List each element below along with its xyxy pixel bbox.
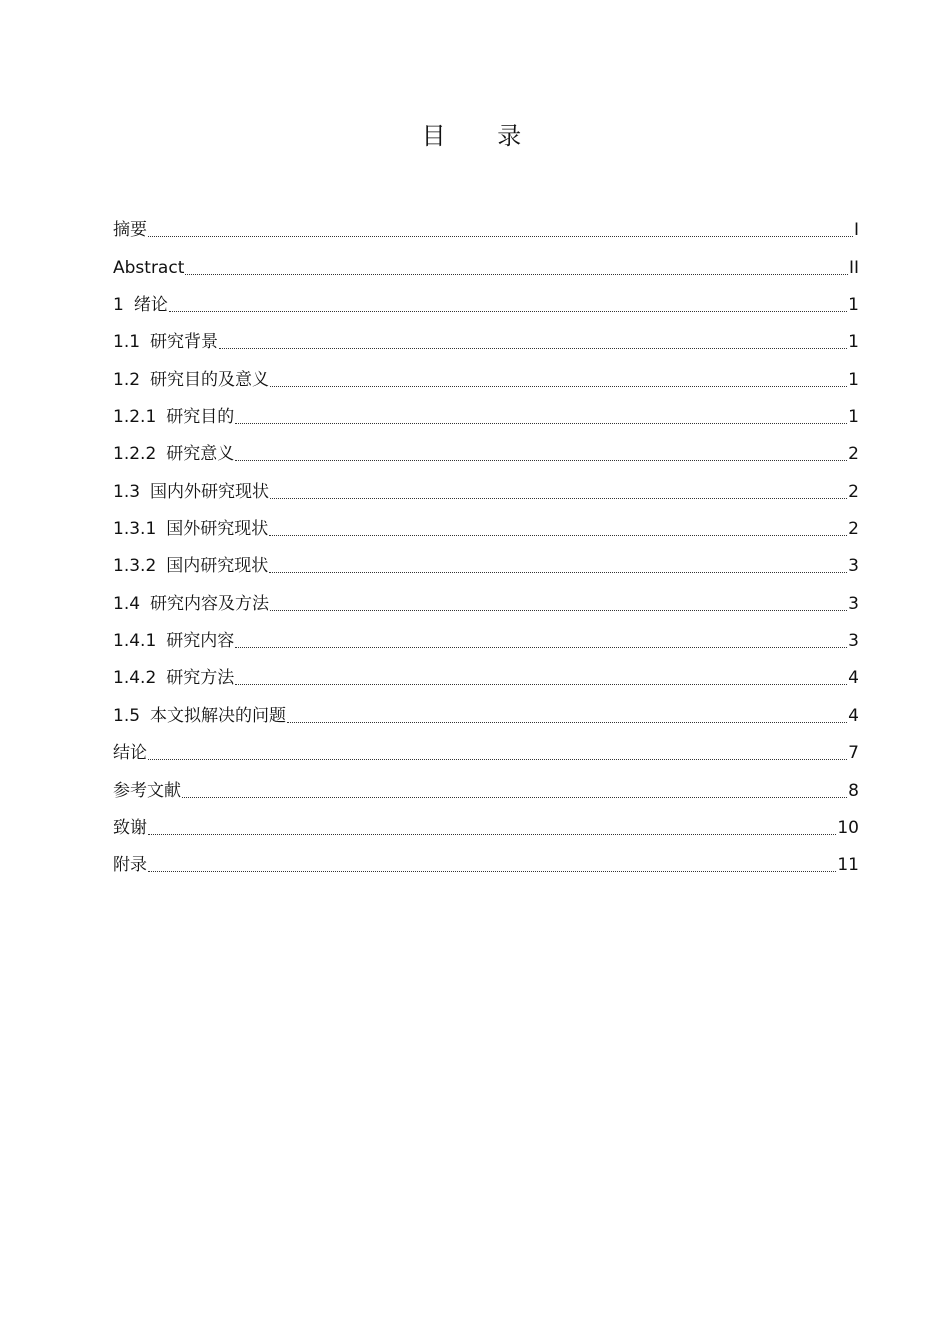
toc-entry-page-number: 4 [848, 705, 859, 726]
toc-leader-dots [270, 497, 847, 499]
toc-leader-dots [148, 870, 836, 872]
table-of-contents [113, 212, 859, 884]
toc-entry-label: 国内外研究现状 [150, 481, 270, 502]
toc-leader-dots [270, 609, 847, 611]
toc-entry[interactable] [113, 399, 859, 436]
toc-entry[interactable] [113, 623, 859, 660]
toc-entry[interactable] [113, 436, 859, 473]
toc-entry-label: 研究内容及方法 [150, 593, 270, 614]
toc-entry[interactable] [113, 772, 859, 809]
toc-entry[interactable] [113, 697, 859, 734]
toc-entry-number: 1.4 [113, 593, 141, 614]
toc-entry-page-number: 4 [848, 668, 859, 689]
page-title: 目 录 [421, 122, 544, 150]
toc-entry-label: 致谢 [113, 817, 147, 838]
toc-entry-label: 研究方法 [166, 668, 235, 689]
toc-entry-number: 1.3.1 [113, 519, 157, 540]
toc-entry-label: 国内研究现状 [166, 556, 269, 577]
toc-leader-dots [235, 459, 847, 461]
toc-entry-number: 1.1 [113, 332, 141, 353]
toc-leader-dots [148, 235, 853, 237]
toc-entry[interactable] [113, 287, 859, 324]
toc-entry-number: 1.2.2 [113, 444, 157, 465]
toc-entry-page-number: 8 [848, 780, 859, 801]
toc-entry-label: 本文拟解决的问题 [150, 705, 287, 726]
toc-entry[interactable] [113, 548, 859, 585]
toc-entry-label: Abstract [113, 257, 185, 278]
toc-entry-number: 1.4.2 [113, 668, 157, 689]
toc-entry-page-number: 1 [848, 295, 859, 316]
toc-entry[interactable] [113, 511, 859, 548]
toc-entry-number: 1 [113, 295, 124, 316]
toc-entry-number: 1.2 [113, 369, 141, 390]
toc-entry-page-number: 1 [848, 369, 859, 390]
toc-leader-dots [269, 571, 847, 573]
toc-entry-label: 研究目的 [166, 407, 235, 428]
toc-entry[interactable] [113, 810, 859, 847]
toc-entry-page-number: 11 [837, 855, 859, 876]
toc-entry-label: 结论 [113, 743, 147, 764]
toc-entry-label: 研究意义 [166, 444, 235, 465]
toc-leader-dots [269, 534, 847, 536]
toc-entry[interactable] [113, 212, 859, 249]
toc-entry-label: 研究内容 [166, 631, 235, 652]
toc-entry[interactable] [113, 361, 859, 398]
toc-entry-page-number: 2 [848, 519, 859, 540]
toc-entry[interactable] [113, 249, 859, 286]
toc-entry-label: 研究目的及意义 [150, 369, 270, 390]
toc-entry-page-number: I [853, 220, 859, 241]
toc-entry-label: 绪论 [133, 295, 168, 316]
toc-entry-page-number: 2 [848, 481, 859, 502]
toc-entry[interactable] [113, 660, 859, 697]
toc-entry-label: 摘要 [113, 220, 147, 241]
toc-leader-dots [287, 721, 847, 723]
toc-entry[interactable] [113, 585, 859, 622]
toc-entry-page-number: II [848, 257, 859, 278]
toc-leader-dots [235, 683, 847, 685]
toc-entry-label: 附录 [113, 855, 147, 876]
toc-entry-number: 1.4.1 [113, 631, 157, 652]
toc-entry-number: 1.3 [113, 481, 141, 502]
toc-entry[interactable] [113, 324, 859, 361]
toc-entry-label: 研究背景 [150, 332, 219, 353]
toc-leader-dots [148, 758, 847, 760]
toc-entry-page-number: 3 [848, 556, 859, 577]
toc-entry[interactable] [113, 735, 859, 772]
toc-entry-page-number: 2 [848, 444, 859, 465]
toc-entry-page-number: 10 [837, 817, 859, 838]
toc-entry-number: 1.3.2 [113, 556, 157, 577]
toc-entry[interactable] [113, 847, 859, 884]
toc-entry-number: 1.5 [113, 705, 141, 726]
toc-leader-dots [148, 833, 836, 835]
toc-entry-page-number: 1 [848, 407, 859, 428]
toc-leader-dots [270, 385, 847, 387]
toc-entry-page-number: 3 [848, 593, 859, 614]
toc-leader-dots [219, 347, 847, 349]
toc-entry-label: 国外研究现状 [166, 519, 269, 540]
toc-leader-dots [235, 422, 847, 424]
toc-leader-dots [169, 310, 847, 312]
toc-leader-dots [182, 796, 847, 798]
toc-entry-page-number: 7 [848, 743, 859, 764]
toc-entry[interactable] [113, 473, 859, 510]
toc-entry-number: 1.2.1 [113, 407, 157, 428]
toc-leader-dots [235, 646, 847, 648]
toc-entry-label: 参考文献 [113, 780, 181, 801]
toc-leader-dots [185, 273, 848, 275]
toc-entry-page-number: 3 [848, 631, 859, 652]
toc-entry-page-number: 1 [848, 332, 859, 353]
